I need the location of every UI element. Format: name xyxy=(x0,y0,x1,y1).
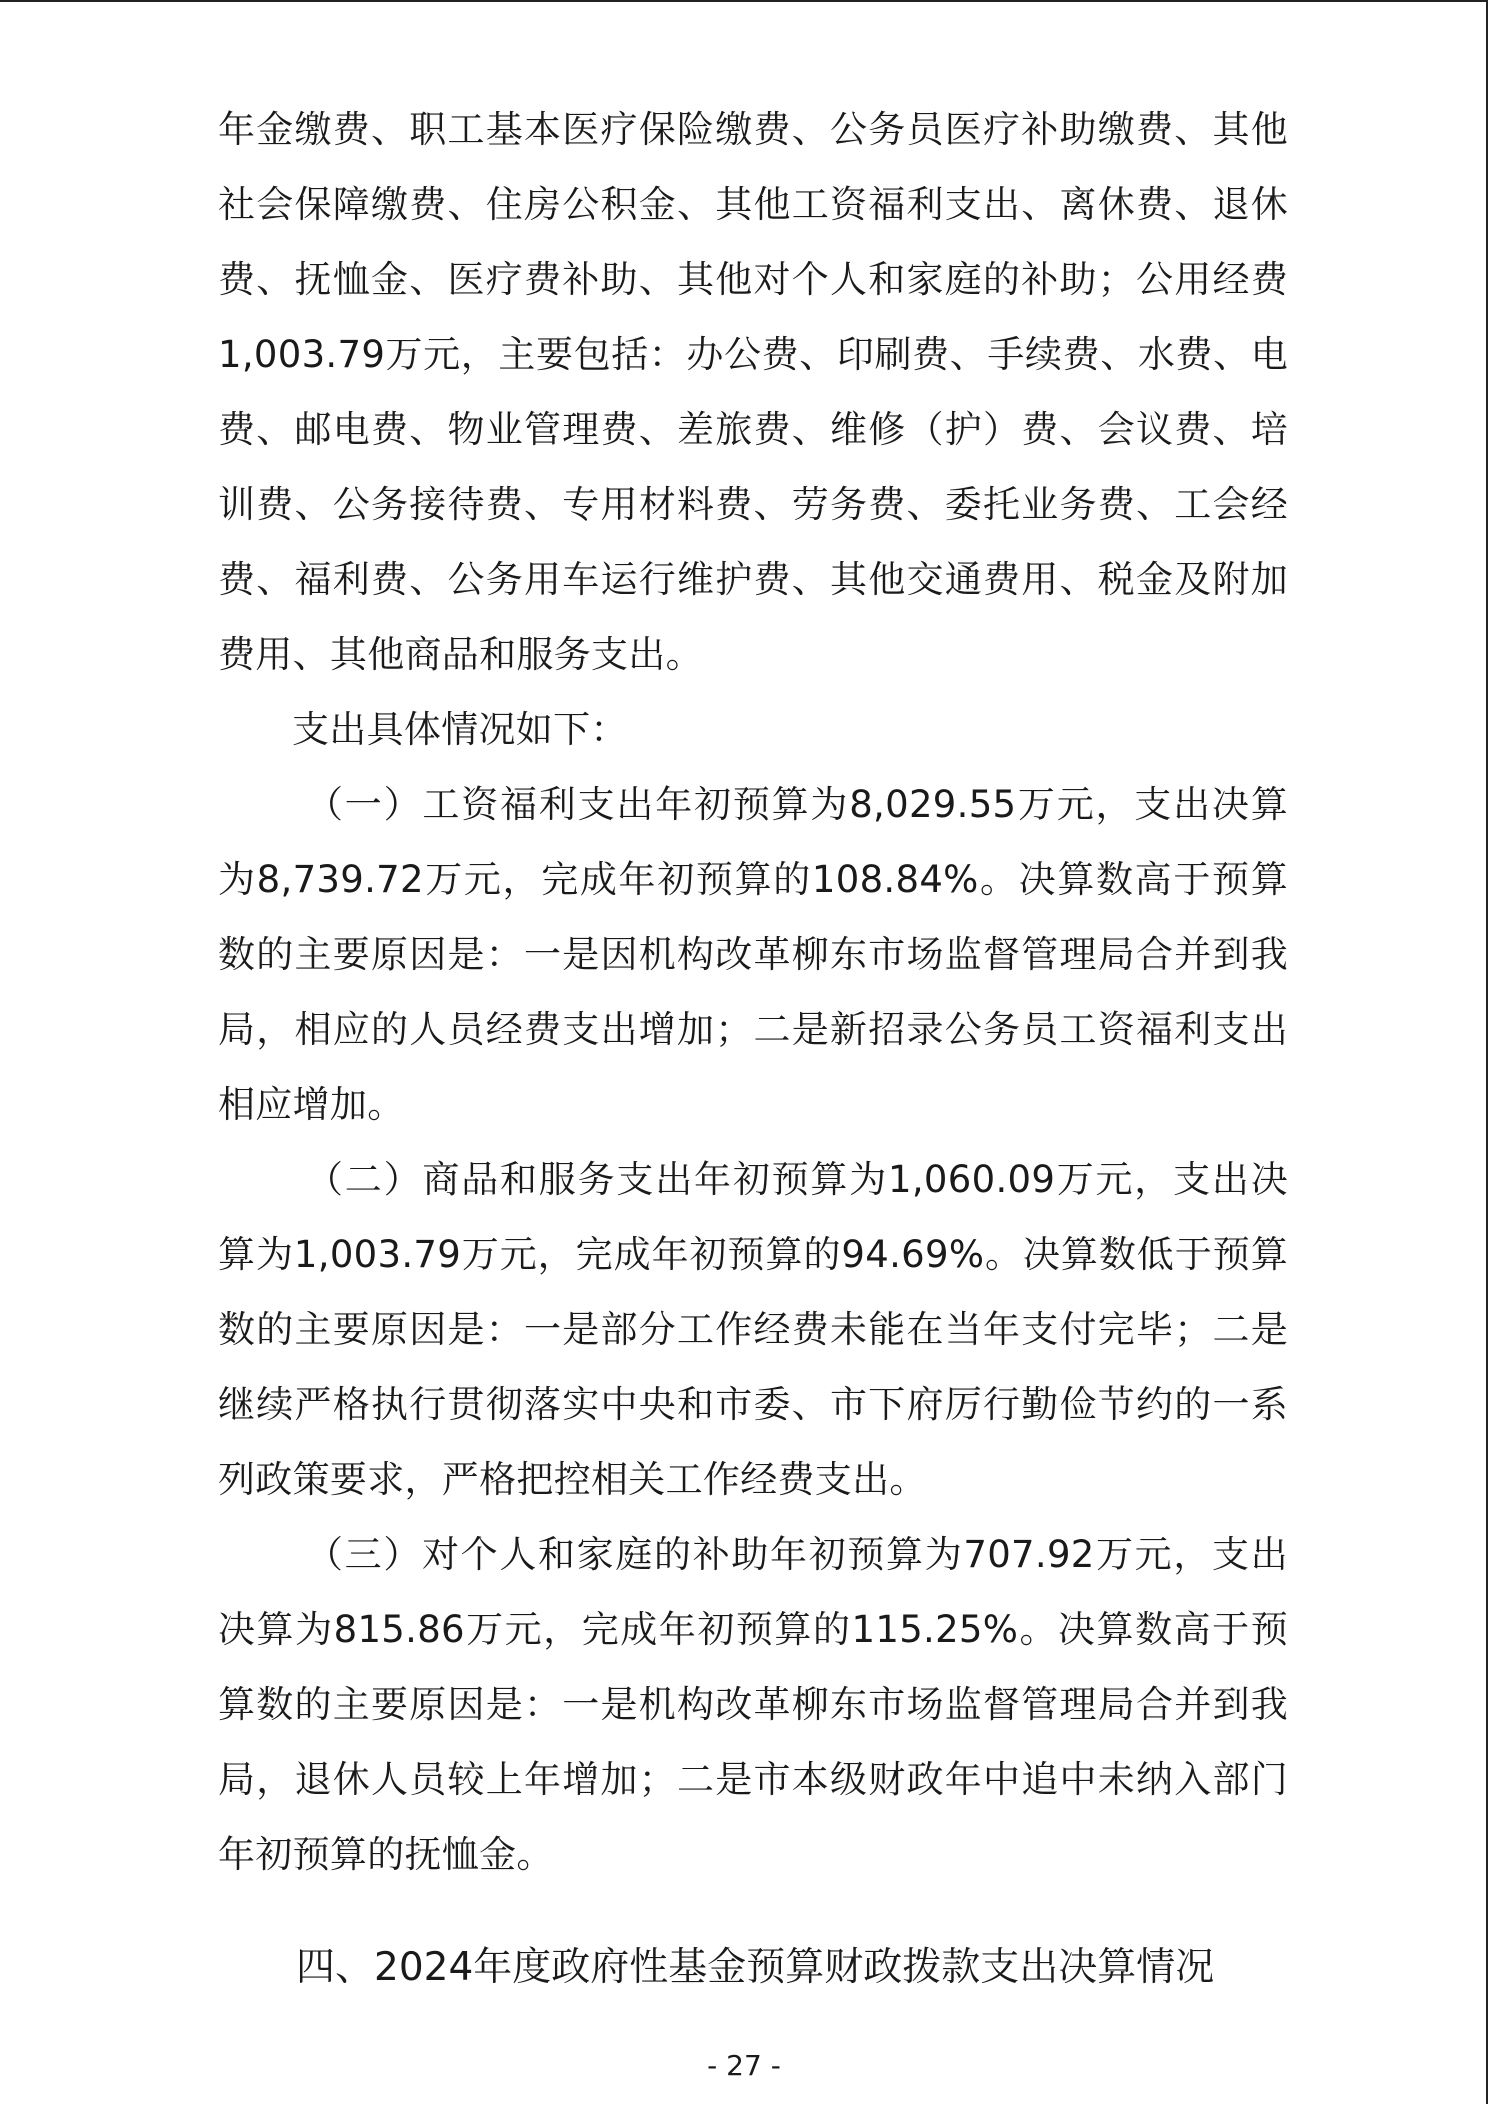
paragraph-expense-items: 年金缴费、职工基本医疗保险缴费、公务员医疗补助缴费、其他社会保障缴费、住房公积金、其他工资福利支出、离休费、退休费、抚恤金、医疗费补助、其他对个人和家庭的补助；公用经费1,003.79万元，主要包括：办公费、印刷费、手续费、水费、电费、邮电费、物业管理费、差旅费、维修（护）费、会议费、培训费、公务接待费、专用材料费、劳务费、委托业务费、工会经费、福利费、公务用车运行维护费、其他交通费用、税金及附加费用、其他商品和服务支出。 xyxy=(218,108,1288,676)
page-number: - 27 - xyxy=(707,2049,781,2082)
paragraph-household-subsidy: （三）对个人和家庭的补助年初预算为707.92万元，支出决算为815.86万元，完成年初预算的115.25%。决算数高于预算数的主要原因是：一是机构改革柳东市场监督管理局合并到我局，退休人员较上年增加；二是市本级财政年中追中未纳入部门年初预算的抚恤金。 xyxy=(218,1533,1288,1876)
paragraph-salary-welfare: （一）工资福利支出年初预算为8,029.55万元，支出决算为8,739.72万元，完成年初预算的108.84%。决算数高于预算数的主要原因是：一是因机构改革柳东市场监督管理局合并到我局，相应的人员经费支出增加；二是新招录公务员工资福利支出相应增加。 xyxy=(218,783,1288,1126)
paragraph-goods-services: （二）商品和服务支出年初预算为1,060.09万元，支出决算为1,003.79万元，完成年初预算的94.69%。决算数低于预算数的主要原因是：一是部分工作经费未能在当年支付完毕；二是继续严格执行贯彻落实中央和市委、市下府厉行勤俭节约的一系列政策要求，严格把控相关工作经费支出。 xyxy=(218,1158,1288,1501)
paragraph-expense-intro: 支出具体情况如下： xyxy=(292,708,628,751)
body-text xyxy=(218,92,1288,1892)
section-heading: 四、2024年度政府性基金预算财政拨款支出决算情况 xyxy=(296,1945,1215,1990)
